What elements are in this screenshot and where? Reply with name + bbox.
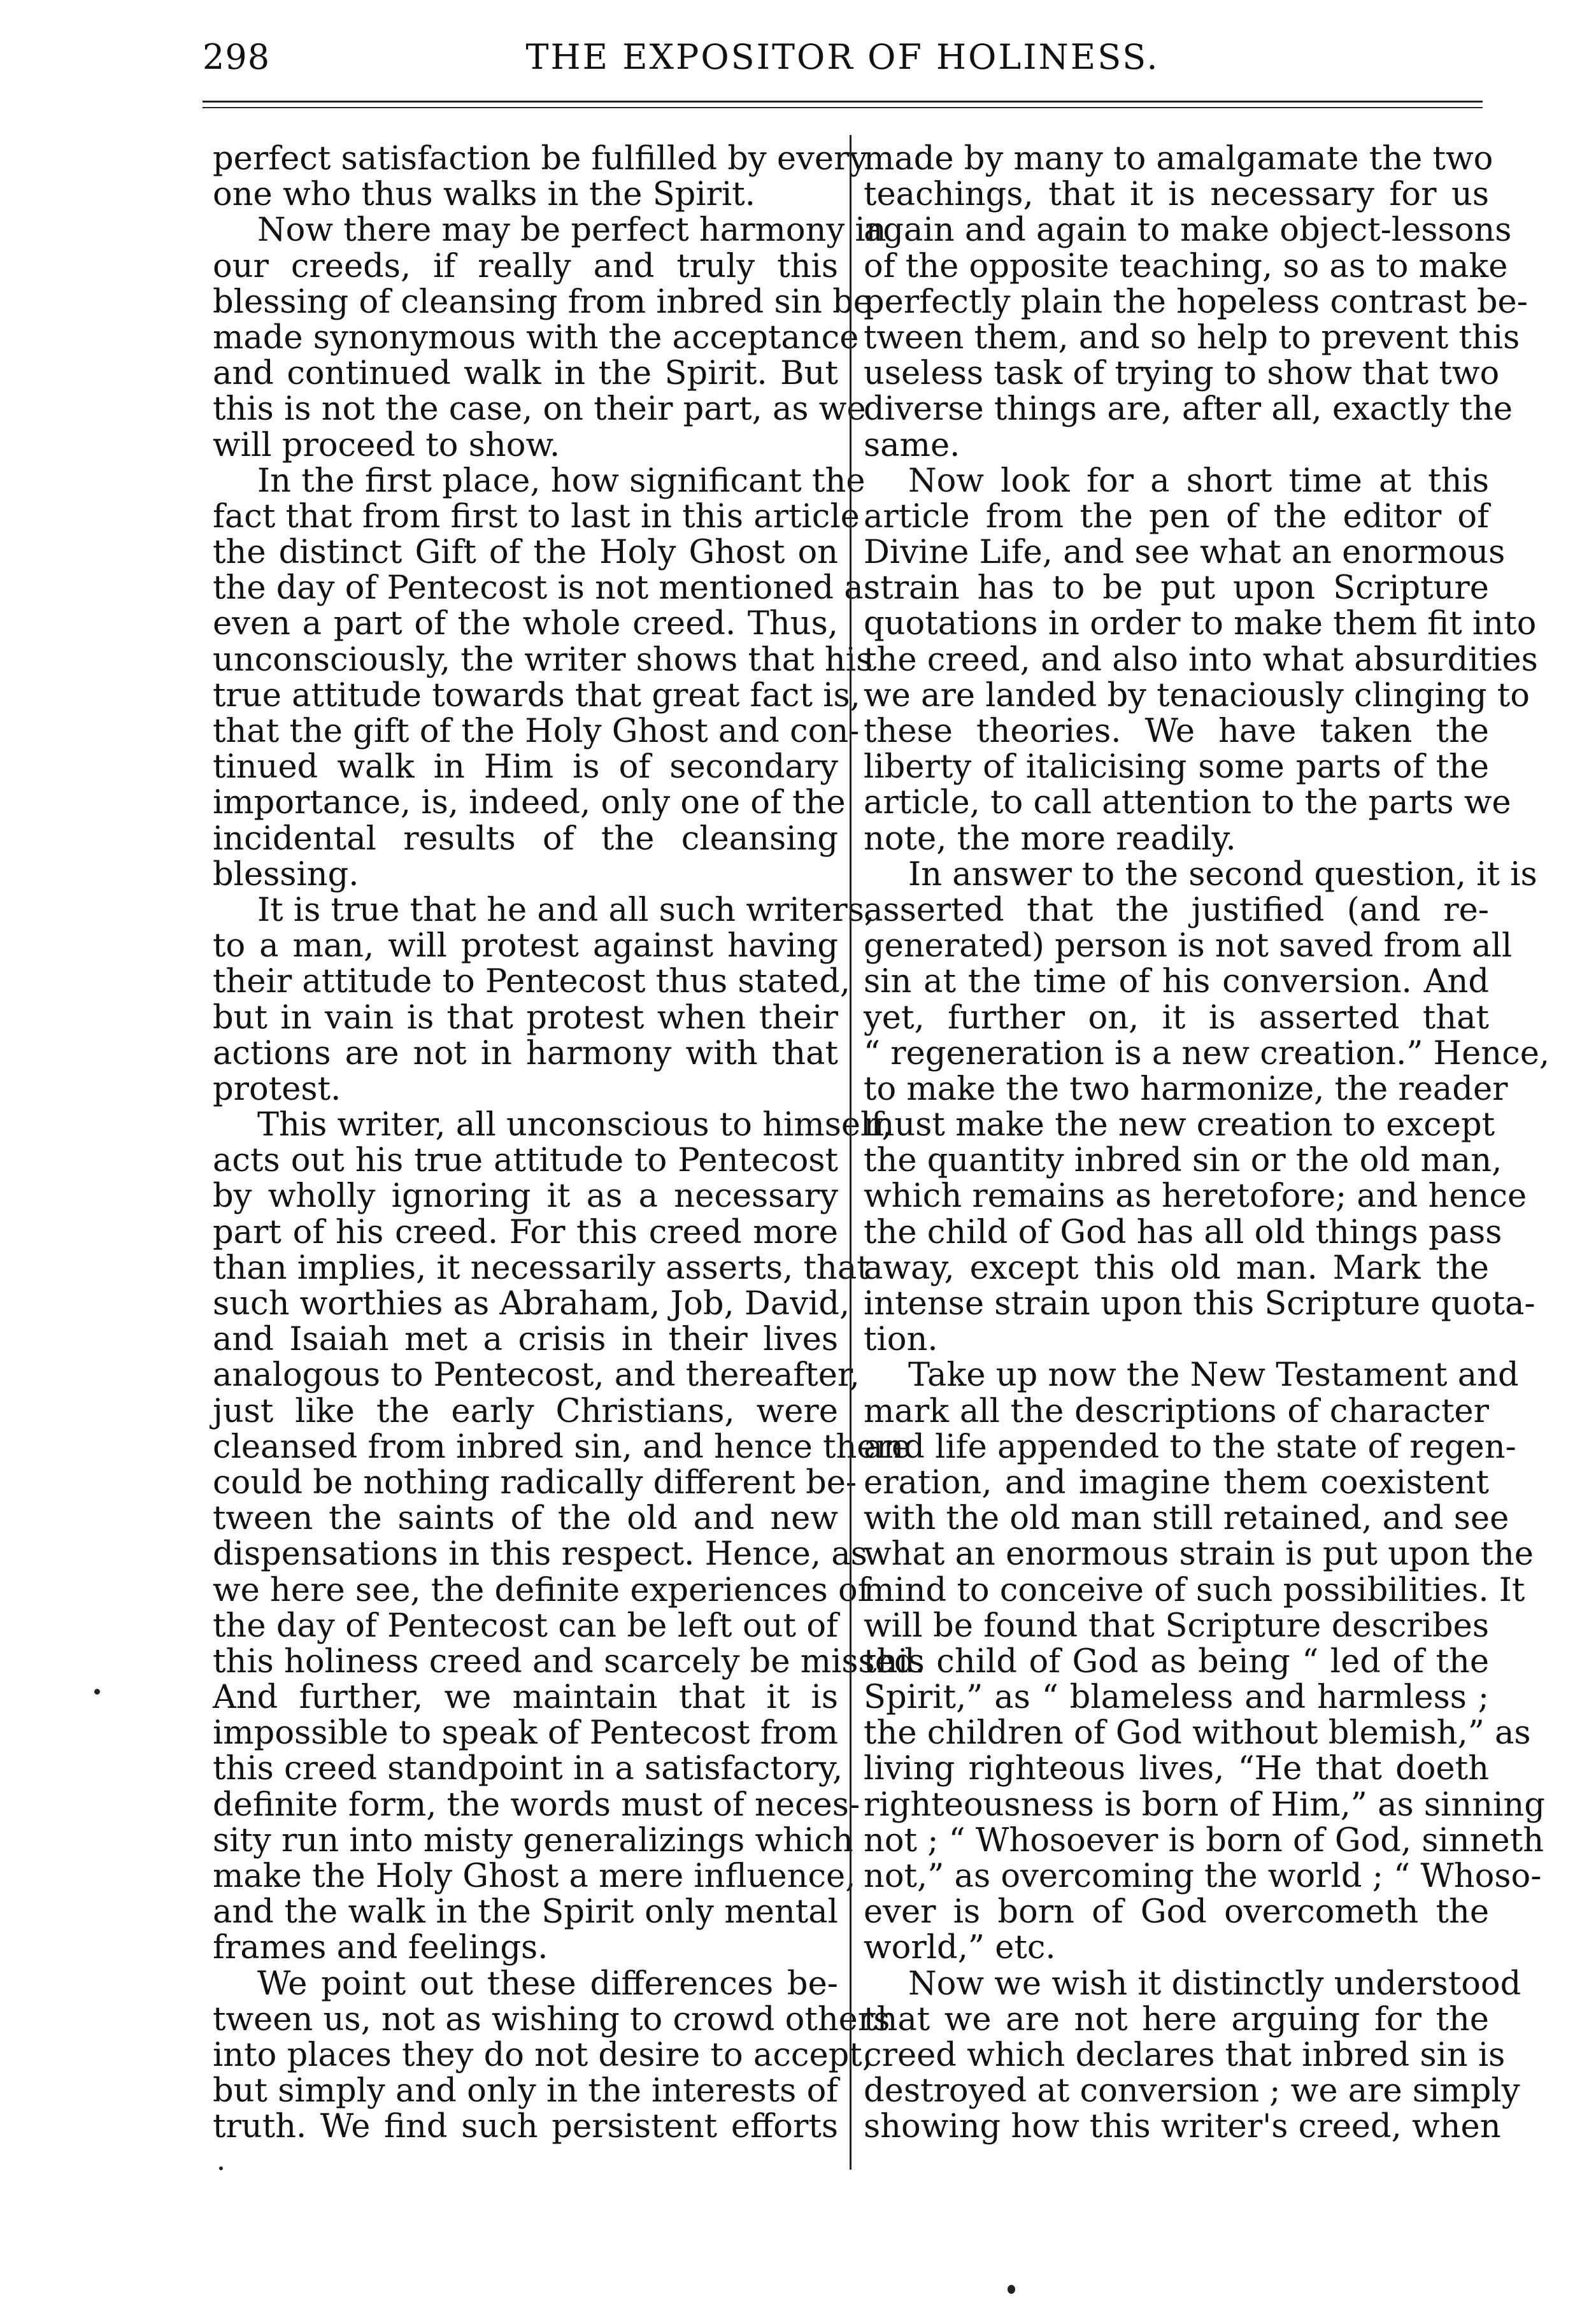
text-line: definite form, the words must of neces- bbox=[213, 1786, 860, 1824]
text-line: living righteous lives, “He that doeth bbox=[864, 1750, 1489, 1788]
text-line: It is true that he and all such writers, bbox=[257, 891, 875, 929]
text-line: will proceed to show. bbox=[213, 426, 560, 464]
text-line: In answer to the second question, it is bbox=[908, 855, 1537, 893]
text-line: creed which declares that inbred sin is bbox=[864, 2036, 1506, 2074]
text-line: teachings, that it is necessary for us bbox=[864, 176, 1489, 214]
text-line: not ; “ Whosoever is born of God, sinneth bbox=[864, 1821, 1544, 1859]
text-line: could be nothing radically different be- bbox=[213, 1463, 857, 1502]
text-line: the day of Pentecost is not mentioned as bbox=[213, 569, 880, 608]
text-line: tween the saints of the old and new bbox=[213, 1500, 838, 1538]
text-line: the child of God has all old things pass bbox=[864, 1213, 1502, 1251]
text-line: note, the more readily. bbox=[864, 820, 1236, 858]
text-line: we here see, the definite experiences of bbox=[213, 1571, 870, 1609]
text-line: but in vain is that protest when their bbox=[213, 999, 838, 1037]
text-line: mark all the descriptions of character bbox=[864, 1392, 1489, 1430]
text-line: perfect satisfaction be fulfilled by every bbox=[213, 140, 868, 178]
margin-speck bbox=[94, 1689, 100, 1695]
text-line: the creed, and also into what absurdities bbox=[864, 641, 1538, 679]
text-line: unconsciously, the writer shows that his bbox=[213, 641, 873, 679]
text-line: but simply and only in the interests of bbox=[213, 2072, 839, 2110]
text-line: the day of Pentecost can be left out of bbox=[213, 1607, 838, 1645]
text-line: acts out his true attitude to Pentecost bbox=[213, 1142, 838, 1180]
text-line: Now look for a short time at this bbox=[908, 462, 1489, 500]
text-line: their attitude to Pentecost thus stated, bbox=[213, 963, 850, 1001]
text-line: will be found that Scripture describes bbox=[864, 1607, 1489, 1645]
text-line: blessing. bbox=[213, 855, 359, 893]
text-line: perfectly plain the hopeless contrast be- bbox=[864, 283, 1528, 321]
text-line: sity run into misty generalizings which bbox=[213, 1821, 853, 1859]
text-line: actions are not in harmony with that bbox=[213, 1034, 838, 1072]
text-line: In the first place, how significant the bbox=[257, 462, 866, 500]
text-line: world,” etc. bbox=[864, 1929, 1056, 1967]
text-line: away, except this old man. Mark the bbox=[864, 1249, 1489, 1287]
text-line: article, to call attention to the parts we bbox=[864, 784, 1511, 822]
text-line: Spirit,” as “ blameless and harmless ; bbox=[864, 1679, 1489, 1717]
text-line: the distinct Gift of the Holy Ghost on bbox=[213, 534, 838, 572]
text-line: blessing of cleansing from inbred sin be bbox=[213, 283, 873, 321]
text-line: even a part of the whole creed. Thus, bbox=[213, 605, 838, 643]
text-line: article from the pen of the editor of bbox=[864, 497, 1489, 536]
text-line: protest. bbox=[213, 1070, 341, 1108]
text-line: same. bbox=[864, 426, 960, 464]
text-line: quotations in order to make them fit into bbox=[864, 605, 1537, 643]
text-line: made by many to amalgamate the two bbox=[864, 140, 1493, 178]
header-rule-bottom bbox=[203, 107, 1483, 108]
text-line: diverse things are, after all, exactly the bbox=[864, 390, 1513, 429]
text-line: such worthies as Abraham, Job, David, bbox=[213, 1285, 850, 1323]
text-line: asserted that the justified (and re- bbox=[864, 891, 1489, 929]
text-line: and continued walk in the Spirit. But bbox=[213, 355, 838, 393]
text-line: than implies, it necessarily asserts, that bbox=[213, 1249, 870, 1287]
text-line: our creeds, if really and truly this bbox=[213, 247, 838, 285]
text-line: into places they do not desire to accept, bbox=[213, 2036, 873, 2074]
text-line: mind to conceive of such possibilities. It bbox=[864, 1571, 1525, 1609]
margin-speck bbox=[219, 2166, 223, 2170]
margin-speck bbox=[1008, 2285, 1015, 2294]
text-line: dispensations in this respect. Hence, as bbox=[213, 1535, 867, 1574]
text-line: incidental results of the cleansing bbox=[213, 820, 838, 858]
text-line: intense strain upon this Scripture quota- bbox=[864, 1285, 1535, 1323]
right-column bbox=[864, 140, 1550, 2146]
text-line: sin at the time of his conversion. And bbox=[864, 963, 1489, 1001]
text-line: showing how this writer's creed, when bbox=[864, 2108, 1501, 2146]
text-line: impossible to speak of Pentecost from bbox=[213, 1714, 838, 1753]
text-line: useless task of trying to show that two bbox=[864, 355, 1500, 393]
text-line: with the old man still retained, and see bbox=[864, 1500, 1509, 1538]
text-line: of the opposite teaching, so as to make bbox=[864, 247, 1508, 285]
text-line: not,” as overcoming the world ; “ Whoso- bbox=[864, 1858, 1542, 1895]
text-line: this is not the case, on their part, as we bbox=[213, 390, 866, 429]
text-line: tinued walk in Him is of secondary bbox=[213, 748, 838, 786]
text-line: that we are not here arguing for the bbox=[864, 2000, 1489, 2038]
page-header bbox=[203, 37, 1483, 88]
text-line: “ regeneration is a new creation.” Hence, bbox=[864, 1034, 1550, 1072]
text-line: importance, is, indeed, only one of the bbox=[213, 784, 846, 822]
text-line: and Isaiah met a crisis in their lives bbox=[213, 1321, 838, 1359]
text-line: fact that from first to last in this article bbox=[213, 497, 860, 536]
text-line: ever is born of God overcometh the bbox=[864, 1893, 1489, 1931]
text-line: one who thus walks in the Spirit. bbox=[213, 176, 755, 214]
text-line: Divine Life, and see what an enormous bbox=[864, 534, 1506, 572]
text-line: this creed standpoint in a satisfactory, bbox=[213, 1750, 843, 1788]
text-line: tween them, and so help to prevent this bbox=[864, 318, 1520, 357]
text-line: what an enormous strain is put upon the bbox=[864, 1535, 1534, 1574]
text-line: tion. bbox=[864, 1321, 938, 1359]
text-line: This writer, all unconscious to himself, bbox=[257, 1106, 892, 1144]
text-line: to a man, will protest against having bbox=[213, 927, 838, 965]
text-line: these theories. We have taken the bbox=[864, 713, 1489, 750]
text-line: generated) person is not saved from all bbox=[864, 927, 1513, 965]
text-line: And further, we maintain that it is bbox=[213, 1679, 838, 1717]
text-line: yet, further on, it is asserted that bbox=[864, 999, 1489, 1037]
text-line: must make the new creation to except bbox=[864, 1106, 1495, 1144]
text-line: eration, and imagine them coexistent bbox=[864, 1463, 1489, 1502]
header-rule-top bbox=[203, 101, 1483, 103]
text-line: to make the two harmonize, the reader bbox=[864, 1070, 1508, 1108]
text-line: that the gift of the Holy Ghost and con- bbox=[213, 713, 860, 750]
text-line: Take up now the New Testament and bbox=[908, 1356, 1519, 1395]
text-line: again and again to make object-lessons bbox=[864, 211, 1512, 250]
text-line: which remains as heretofore; and hence bbox=[864, 1177, 1527, 1216]
text-line: cleansed from inbred sin, and hence there bbox=[213, 1428, 911, 1466]
text-line: make the Holy Ghost a mere influence, bbox=[213, 1858, 856, 1895]
text-line: Now we wish it distinctly understood bbox=[908, 1965, 1521, 2003]
text-line: just like the early Christians, were bbox=[213, 1392, 838, 1430]
text-line: we are landed by tenaciously clinging to bbox=[864, 676, 1530, 715]
text-line: destroyed at conversion ; we are simply bbox=[864, 2072, 1520, 2110]
text-line: the quantity inbred sin or the old man, bbox=[864, 1142, 1502, 1180]
text-line: and the walk in the Spirit only mental bbox=[213, 1893, 838, 1931]
text-line: righteousness is born of Him,” as sinning bbox=[864, 1786, 1545, 1824]
text-line: tween us, not as wishing to crowd others bbox=[213, 2000, 890, 2038]
text-line: this holiness creed and scarcely be missed. bbox=[213, 1642, 925, 1681]
text-line: strain has to be put upon Scripture bbox=[864, 569, 1489, 608]
text-line: Now there may be perfect harmony in bbox=[257, 211, 887, 250]
text-line: We point out these differences be- bbox=[257, 1965, 838, 2003]
text-line: this child of God as being “ led of the bbox=[864, 1642, 1489, 1681]
text-line: true attitude towards that great fact is, bbox=[213, 676, 860, 715]
text-line: and life appended to the state of regen- bbox=[864, 1428, 1516, 1466]
page-number: 298 bbox=[203, 37, 271, 77]
text-line: part of his creed. For this creed more bbox=[213, 1213, 838, 1251]
text-line: by wholly ignoring it as a necessary bbox=[213, 1177, 838, 1216]
running-title: THE EXPOSITOR OF HOLINESS. bbox=[525, 37, 1160, 77]
column-divider bbox=[850, 135, 851, 2170]
text-line: the children of God without blemish,” as bbox=[864, 1714, 1531, 1753]
text-line: made synonymous with the acceptance bbox=[213, 318, 859, 357]
text-line: truth. We find such persistent efforts bbox=[213, 2108, 838, 2146]
text-line: liberty of italicising some parts of the bbox=[864, 748, 1489, 786]
text-line: analogous to Pentecost, and thereafter, bbox=[213, 1356, 860, 1395]
text-line: frames and feelings. bbox=[213, 1929, 548, 1967]
